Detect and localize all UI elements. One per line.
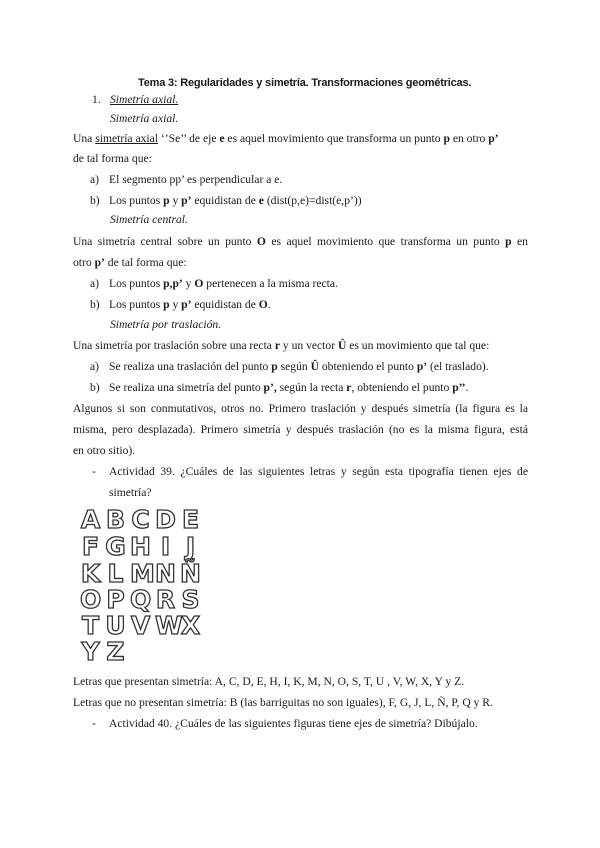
list-item: Se realiza una simetría del punto p’, según la recta r, obteniendo el punto p’’. — [109, 381, 469, 394]
list-label: a) — [90, 173, 100, 186]
alphabet-row — [80, 613, 201, 639]
commut-line: Algunos si son conmutativos, otros no. Primero traslación y después simetría (la figura es la — [73, 402, 528, 415]
letter-glyph: N — [155, 559, 176, 588]
list-item: Se realiza una traslación del punto p según Û obteniendo el punto p’ (el traslado). — [109, 360, 489, 373]
alphabet-row — [80, 587, 201, 613]
letter-glyph: L — [107, 559, 124, 588]
commut-line: misma, pero desplazada). Primero simetría y después traslación (no es la misma figura, está — [73, 423, 528, 436]
axial-definition-cont: de tal forma que: — [73, 152, 152, 165]
letter-glyph: D — [155, 505, 176, 534]
letter-glyph: T — [81, 611, 100, 640]
answer-without-symmetry: Letras que no presentan simetría: B (las barriguitas no son iguales), F, G, J, L, Ñ, P, Q y R. — [73, 696, 493, 709]
subheading-central: Simetría central. — [110, 213, 188, 226]
letter-glyph: Ñ — [180, 559, 201, 588]
activity-39-text: Actividad 39. ¿Cuáles de las siguientes letras y según esta tipografía tienen ejes de — [109, 465, 528, 478]
letter-glyph: K — [80, 559, 101, 588]
letter-glyph: U — [105, 611, 126, 640]
bullet: - — [92, 717, 96, 730]
letter-glyph: P — [106, 585, 125, 614]
letter-glyph: F — [81, 532, 100, 561]
central-definition: Una simetría central sobre un punto O es aquel movimiento que transforma un punto p en — [73, 235, 528, 248]
section-number: 1. — [92, 93, 101, 106]
section-heading: Simetría axial. — [110, 93, 179, 106]
page-title: Tema 3: Regularidades y simetría. Transformaciones geométricas. — [138, 77, 472, 89]
letter-glyph: R — [155, 585, 176, 614]
commut-line: en otro sitio). — [73, 444, 136, 457]
letter-glyph: E — [181, 505, 200, 534]
letter-glyph: S — [181, 585, 200, 614]
letter-glyph: V — [130, 611, 151, 640]
list-label: b) — [90, 194, 100, 207]
letter-glyph: B — [105, 505, 126, 534]
letter-glyph: X — [180, 611, 201, 640]
letter-glyph: O — [80, 585, 102, 614]
answer-with-symmetry: Letras que presentan simetría: A, C, D, E, H, I, K, M, N, O, S, T, U , V, W, X, Y y Z. — [73, 675, 465, 688]
activity-39-text-cont: simetría? — [109, 486, 152, 499]
list-label: b) — [90, 381, 100, 394]
letter-glyph: W — [155, 611, 183, 640]
subheading-axial: Simetría axial. — [110, 112, 179, 125]
central-definition-cont: otro p’ de tal forma que: — [73, 256, 187, 269]
letter-glyph: C — [131, 505, 150, 534]
list-item: Los puntos p y p’ equidistan de e (dist(p,e)=dist(e,p’)) — [109, 194, 362, 207]
list-item: El segmento pp’ es perpendicular a e. — [109, 173, 283, 186]
list-item: Los puntos p y p’ equidistan de O. — [109, 298, 271, 311]
list-label: a) — [90, 360, 100, 373]
subheading-traslacion: Simetría por traslación. — [110, 318, 222, 331]
letter-glyph: H — [130, 532, 151, 561]
letter-glyph: Q — [130, 585, 152, 614]
letter-glyph: Z — [106, 637, 125, 666]
alphabet-row — [80, 561, 201, 587]
alphabet-row — [80, 534, 201, 560]
letter-glyph: M — [130, 559, 155, 588]
traslacion-definition: Una simetría por traslación sobre una recta r y un vector Û es un movimiento que tal que: — [73, 339, 490, 352]
list-label: b) — [90, 298, 100, 311]
activity-40-text: Actividad 40. ¿Cuáles de las siguientes figuras tiene ejes de simetría? Dibújalo. — [109, 717, 478, 730]
letter-glyph: A — [80, 505, 101, 534]
letter-glyph: Y — [81, 637, 100, 666]
letter-glyph: G — [105, 532, 126, 561]
alphabet-row — [80, 639, 126, 665]
alphabet-row — [80, 507, 201, 533]
letter-glyph: J — [185, 532, 196, 561]
list-label: a) — [90, 277, 100, 290]
axial-definition: Una simetría axial ‘’Se’’ de eje e es aquel movimiento que transforma un punto p en otro p’ — [73, 132, 499, 145]
list-item: Los puntos p,p’ y O pertenecen a la misma recta. — [109, 277, 338, 290]
bullet: - — [92, 465, 96, 478]
letter-glyph: I — [160, 532, 171, 561]
